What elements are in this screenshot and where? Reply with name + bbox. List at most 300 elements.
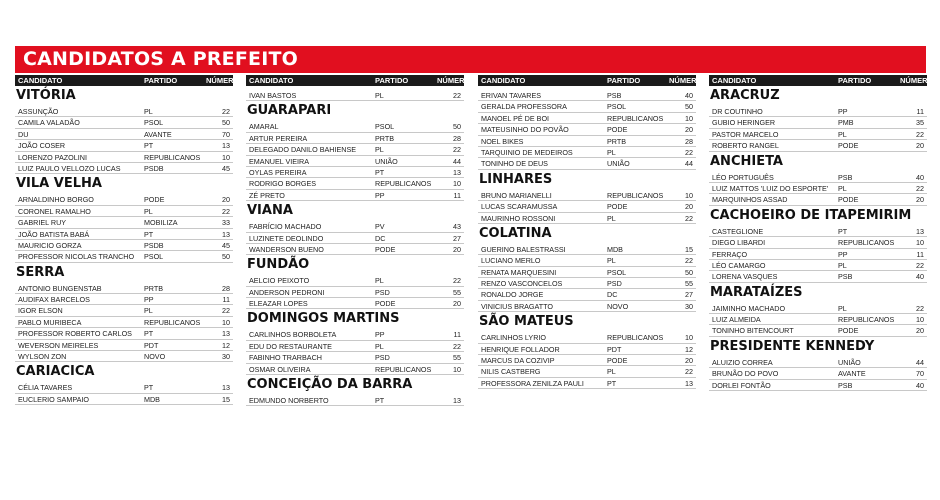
candidate-name: LUIZ PAULO VELLOZO LUCAS	[18, 163, 121, 173]
candidate-party: PT	[375, 167, 385, 177]
candidate-row	[709, 106, 927, 117]
city-section	[15, 362, 233, 405]
candidate-name: NILIS CASTBERG	[481, 367, 541, 377]
candidate-number: 10	[453, 179, 461, 189]
candidate-name: IGOR ELSON	[18, 306, 63, 316]
candidate-row	[478, 244, 696, 255]
candidate-party: PL	[375, 145, 384, 155]
candidate-number: 15	[685, 244, 693, 254]
candidate-name: PABLO MURIBECA	[18, 317, 82, 327]
candidate-row	[246, 244, 464, 255]
header-party: PARTIDO	[607, 76, 641, 85]
city-heading: CACHOEIRO DE ITAPEMIRIM	[710, 207, 912, 223]
header-number: NÚMERO	[206, 76, 240, 85]
candidate-name: RENZO VASCONCELOS	[481, 279, 563, 289]
city-section	[246, 86, 464, 101]
candidate-row	[709, 226, 927, 237]
candidate-row	[15, 317, 233, 328]
city-heading: LINHARES	[479, 171, 553, 187]
candidate-row	[709, 194, 927, 205]
candidate-party: PT	[144, 383, 154, 393]
header-candidate: CANDIDATO	[18, 76, 63, 85]
candidate-row	[246, 90, 464, 101]
candidate-party: PL	[375, 276, 384, 286]
header-number: NÚMERO	[900, 76, 934, 85]
candidate-name: GERALDA PROFESSORA	[481, 102, 567, 112]
candidate-row	[478, 101, 696, 112]
candidate-number: 45	[222, 163, 230, 173]
candidate-party: PSB	[607, 91, 622, 100]
candidate-number: 10	[916, 315, 924, 325]
candidate-number: 44	[453, 156, 461, 166]
candidate-name: PROFESSOR ROBERTO CARLOS	[18, 329, 132, 339]
candidate-name: LUCAS SCARAMUSSA	[481, 202, 558, 212]
candidate-number: 11	[453, 190, 461, 200]
candidate-row	[709, 325, 927, 336]
candidate-name: ANTONIO BUNGENSTAB	[18, 283, 102, 293]
candidate-name: GUERINO BALESTRASSI	[481, 244, 566, 254]
candidate-party: PODE	[375, 299, 396, 309]
candidate-number: 13	[916, 226, 924, 236]
candidate-party: REPUBLICANOS	[607, 113, 664, 123]
candidate-name: CARLINHOS LYRIO	[481, 333, 546, 343]
candidate-row	[478, 113, 696, 124]
candidate-number: 22	[453, 91, 461, 100]
candidate-party: UNIÃO	[375, 156, 398, 166]
candidate-name: ROBERTO RANGEL	[712, 141, 779, 151]
candidate-number: 13	[222, 229, 230, 239]
candidate-row	[709, 249, 927, 260]
city-section	[478, 170, 696, 224]
city-heading: PRESIDENTE KENNEDY	[710, 338, 875, 354]
candidate-party: PRTB	[607, 136, 627, 146]
candidate-row	[709, 303, 927, 314]
city-section	[246, 309, 464, 375]
candidate-name: BRUNÃO DO POVO	[712, 369, 779, 379]
candidate-number: 70	[222, 129, 230, 139]
candidate-party: MOBILIZA	[144, 218, 178, 228]
candidate-number: 22	[916, 129, 924, 139]
page-title: CANDIDATOS A PREFEITO	[15, 46, 926, 73]
candidate-number: 20	[685, 202, 693, 212]
candidate-party: PODE	[144, 195, 165, 205]
candidate-number: 11	[222, 295, 230, 305]
candidate-number: 27	[685, 290, 693, 300]
candidate-row	[478, 147, 696, 158]
candidate-party: REPUBLICANOS	[144, 317, 201, 327]
candidate-name: ARTUR PEREIRA	[249, 133, 308, 143]
candidate-party: REPUBLICANOS	[607, 190, 664, 200]
candidate-number: 22	[453, 145, 461, 155]
candidate-number: 28	[685, 136, 693, 146]
candidate-number: 12	[685, 344, 693, 354]
candidate-party: PP	[144, 295, 154, 305]
candidate-party: PODE	[838, 195, 859, 205]
candidate-party: PODE	[607, 202, 628, 212]
candidate-name: AMARAL	[249, 122, 279, 132]
candidate-name: LUCIANO MERLO	[481, 256, 541, 266]
candidate-party: AVANTE	[838, 369, 866, 379]
candidate-row	[709, 271, 927, 282]
column-3	[478, 75, 703, 460]
candidate-number: 55	[453, 353, 461, 363]
candidate-row	[15, 217, 233, 228]
candidate-party: PDT	[607, 344, 622, 354]
candidate-name: ELEAZAR LOPES	[249, 299, 308, 309]
candidate-number: 35	[916, 118, 924, 128]
candidate-number: 44	[685, 159, 693, 169]
candidate-number: 50	[453, 122, 461, 132]
city-heading: FUNDÃO	[247, 257, 310, 273]
header-party: PARTIDO	[375, 76, 409, 85]
city-section	[15, 86, 233, 174]
candidate-name: CASTEGLIONE	[712, 226, 764, 236]
candidate-name: GUBIO HERINGER	[712, 118, 776, 128]
candidate-party: DC	[375, 233, 386, 243]
candidate-name: AUDIFAX BARCELOS	[18, 295, 90, 305]
header-candidate: CANDIDATO	[249, 76, 294, 85]
city-heading: SÃO MATEUS	[479, 314, 574, 330]
candidate-party: PODE	[838, 141, 859, 151]
candidate-name: MARCUS DA COZIVIP	[481, 356, 555, 366]
candidate-row	[246, 121, 464, 132]
candidate-name: LÉO CAMARGO	[712, 260, 766, 270]
candidate-party: PODE	[607, 356, 628, 366]
candidate-number: 43	[453, 222, 461, 232]
candidate-row	[15, 328, 233, 339]
candidate-number: 22	[685, 256, 693, 266]
city-heading: VILA VELHA	[16, 176, 102, 192]
candidate-name: MANOEL PÉ DE BOI	[481, 113, 550, 123]
city-heading: DOMINGOS MARTINS	[247, 311, 400, 327]
candidate-number: 40	[916, 380, 924, 390]
candidate-name: PASTOR MARCELO	[712, 129, 779, 139]
candidate-number: 55	[685, 279, 693, 289]
city-heading: VIANA	[247, 203, 293, 219]
candidate-name: TONINHO DE DEUS	[481, 159, 548, 169]
candidate-name: CAMILA VALADÃO	[18, 118, 80, 128]
candidate-number: 20	[916, 195, 924, 205]
candidate-number: 20	[222, 195, 230, 205]
candidate-party: PT	[838, 226, 848, 236]
candidate-party: PL	[607, 213, 616, 223]
candidate-party: MDB	[144, 394, 160, 404]
candidate-row	[15, 163, 233, 174]
candidate-name: ERIVAN TAVARES	[481, 91, 542, 100]
candidate-party: PT	[375, 396, 385, 406]
candidate-number: 40	[916, 272, 924, 282]
candidate-party: PV	[375, 222, 385, 232]
candidate-party: PSDB	[144, 163, 164, 173]
candidate-name: LORENA VASQUES	[712, 272, 778, 282]
candidate-number: 10	[453, 364, 461, 374]
candidate-number: 13	[222, 329, 230, 339]
candidate-name: JOÃO BATISTA BABÁ	[18, 229, 90, 239]
candidate-party: PDT	[144, 340, 159, 350]
candidate-name: WYLSON ZON	[18, 352, 67, 362]
candidate-party: PSB	[838, 380, 853, 390]
candidate-party: PSOL	[375, 122, 395, 132]
candidate-party: REPUBLICANOS	[375, 179, 432, 189]
candidate-name: DU	[18, 129, 29, 139]
candidate-row	[709, 237, 927, 248]
city-section	[709, 337, 927, 391]
candidate-row	[246, 156, 464, 167]
candidate-name: MAURICIO GORZA	[18, 240, 82, 250]
candidate-name: PROFESSOR NICOLAS TRANCHO	[18, 252, 135, 262]
city-heading: GUARAPARI	[247, 103, 332, 119]
candidate-party: PP	[375, 330, 385, 340]
candidate-row	[15, 106, 233, 117]
candidate-number: 10	[222, 152, 230, 162]
candidate-row	[246, 298, 464, 309]
candidate-number: 10	[222, 317, 230, 327]
candidate-number: 40	[685, 91, 693, 100]
candidate-name: DIEGO LIBARDI	[712, 238, 766, 248]
column-header	[709, 75, 934, 86]
candidate-row	[246, 352, 464, 363]
city-section	[15, 174, 233, 262]
header-party: PARTIDO	[838, 76, 872, 85]
candidate-number: 10	[916, 238, 924, 248]
candidate-row	[15, 117, 233, 128]
candidate-party: PL	[838, 129, 847, 139]
candidate-number: 20	[453, 299, 461, 309]
candidate-row	[478, 344, 696, 355]
candidate-row	[478, 213, 696, 224]
city-section	[478, 86, 696, 170]
candidate-row	[478, 278, 696, 289]
candidate-row	[246, 144, 464, 155]
candidate-number: 50	[222, 252, 230, 262]
city-section	[246, 255, 464, 309]
city-section	[478, 224, 696, 312]
candidate-row	[246, 190, 464, 201]
candidate-row	[478, 190, 696, 201]
candidate-party: PL	[144, 306, 153, 316]
candidate-row	[478, 124, 696, 135]
candidate-party: AVANTE	[144, 129, 172, 139]
candidate-party: PT	[144, 229, 154, 239]
candidate-party: REPUBLICANOS	[607, 333, 664, 343]
candidate-name: EMANUEL VIEIRA	[249, 156, 310, 166]
candidate-name: BRUNO MARIANELLI	[481, 190, 552, 200]
candidate-name: NOEL BIKES	[481, 136, 524, 146]
candidate-party: UNIÃO	[838, 357, 861, 367]
city-section	[246, 101, 464, 201]
candidate-party: PL	[607, 367, 616, 377]
candidate-party: PSD	[375, 353, 390, 363]
candidate-row	[478, 136, 696, 147]
candidate-party: REPUBLICANOS	[838, 315, 895, 325]
candidate-row	[246, 133, 464, 144]
candidate-row	[246, 395, 464, 406]
candidate-party: PRTB	[375, 133, 395, 143]
candidate-row	[478, 90, 696, 101]
city-section	[246, 201, 464, 255]
candidate-party: REPUBLICANOS	[838, 238, 895, 248]
candidate-number: 22	[222, 206, 230, 216]
candidate-name: RENATA MARQUESINI	[481, 267, 557, 277]
candidate-party: PSOL	[607, 267, 627, 277]
candidate-name: PROFESSORA ZENILZA PAULI	[481, 378, 584, 388]
candidate-row	[15, 251, 233, 262]
candidate-party: REPUBLICANOS	[375, 364, 432, 374]
candidate-row	[478, 355, 696, 366]
candidate-party: PL	[607, 147, 616, 157]
candidate-party: PP	[838, 107, 848, 116]
candidate-row	[15, 394, 233, 405]
candidate-row	[709, 314, 927, 325]
candidate-number: 30	[222, 352, 230, 362]
candidate-number: 50	[685, 102, 693, 112]
candidate-number: 12	[222, 340, 230, 350]
candidate-row	[478, 301, 696, 312]
candidate-row	[478, 201, 696, 212]
candidate-party: MDB	[607, 244, 623, 254]
candidate-number: 13	[685, 378, 693, 388]
candidate-name: EDU DO RESTAURANTE	[249, 341, 332, 351]
candidate-party: PL	[144, 206, 153, 216]
candidate-party: PSD	[607, 279, 622, 289]
city-section	[709, 206, 927, 283]
candidate-number: 13	[222, 383, 230, 393]
candidate-row	[15, 305, 233, 316]
candidate-row	[709, 380, 927, 391]
candidate-row	[709, 183, 927, 194]
candidate-number: 10	[685, 113, 693, 123]
candidate-name: ALUIZIO CORREA	[712, 357, 773, 367]
candidate-name: RONALDO JORGE	[481, 290, 544, 300]
candidate-number: 45	[222, 240, 230, 250]
candidate-party: PODE	[375, 244, 396, 254]
candidate-name: OSMAR OLIVEIRA	[249, 364, 311, 374]
column-4	[709, 75, 934, 460]
candidate-row	[478, 289, 696, 300]
candidate-row	[15, 229, 233, 240]
candidate-number: 30	[685, 301, 693, 311]
candidate-row	[709, 368, 927, 379]
candidate-number: 11	[453, 330, 461, 340]
candidate-name: RODRIGO BORGES	[249, 179, 317, 189]
city-heading: ARACRUZ	[710, 88, 780, 103]
candidate-row	[246, 364, 464, 375]
candidate-row	[709, 357, 927, 368]
candidate-row	[709, 260, 927, 271]
candidate-party: PODE	[607, 125, 628, 135]
candidate-number: 20	[916, 326, 924, 336]
candidate-number: 33	[222, 218, 230, 228]
candidate-party: PL	[838, 260, 847, 270]
column-1	[15, 75, 240, 460]
candidate-row	[15, 206, 233, 217]
candidate-name: LUIZ MATTOS 'LUIZ DO ESPORTE'	[712, 183, 829, 193]
candidate-number: 40	[916, 172, 924, 182]
candidate-party: PMB	[838, 118, 854, 128]
candidate-party: PSD	[375, 287, 390, 297]
candidate-name: FABINHO TRARBACH	[249, 353, 322, 363]
candidate-party: PL	[607, 256, 616, 266]
candidate-name: WEVERSON MEIRELES	[18, 340, 99, 350]
candidate-row	[15, 351, 233, 362]
candidate-name: AELCIO PEIXOTO	[249, 276, 310, 286]
candidate-party: UNIÃO	[607, 159, 630, 169]
city-heading: SERRA	[16, 264, 65, 280]
candidate-row	[709, 117, 927, 128]
city-heading: CARIACICA	[16, 364, 95, 380]
candidate-row	[15, 382, 233, 393]
candidate-name: EUCLERIO SAMPAIO	[18, 394, 89, 404]
candidate-party: PL	[375, 91, 384, 100]
candidate-row	[246, 275, 464, 286]
candidate-party: PT	[144, 141, 154, 151]
candidate-number: 11	[916, 107, 924, 116]
candidate-party: PSOL	[607, 102, 627, 112]
candidate-row	[15, 129, 233, 140]
candidate-row	[15, 340, 233, 351]
city-section	[15, 263, 233, 363]
column-header	[15, 75, 240, 86]
column-header	[246, 75, 471, 86]
candidate-name: WANDERSON BUENO	[249, 244, 324, 254]
candidate-row	[15, 294, 233, 305]
candidate-row	[15, 283, 233, 294]
candidate-name: DELEGADO DANILO BAHIENSE	[249, 145, 357, 155]
city-section	[709, 283, 927, 337]
candidate-name: CÉLIA TAVARES	[18, 383, 73, 393]
candidate-number: 28	[453, 133, 461, 143]
candidate-name: FERRAÇO	[712, 249, 748, 259]
candidate-name: FABRÍCIO MACHADO	[249, 222, 322, 232]
candidate-name: IVAN BASTOS	[249, 91, 297, 100]
candidate-name: GABRIEL RUY	[18, 218, 67, 228]
candidate-number: 27	[453, 233, 461, 243]
header-number: NÚMERO	[669, 76, 703, 85]
candidate-row	[709, 140, 927, 151]
candidate-name: MAURINHO ROSSONI	[481, 213, 556, 223]
candidate-row	[15, 152, 233, 163]
candidate-row	[15, 194, 233, 205]
candidate-row	[246, 178, 464, 189]
candidate-number: 22	[685, 367, 693, 377]
candidate-name: VINICIUS BRAGATTO	[481, 301, 554, 311]
candidate-party: PP	[838, 249, 848, 259]
candidate-party: REPUBLICANOS	[144, 152, 201, 162]
candidate-number: 22	[222, 107, 230, 116]
candidate-name: LUIZ ALMEIDA	[712, 315, 761, 325]
candidate-row	[709, 172, 927, 183]
city-heading: ANCHIETA	[710, 153, 783, 169]
candidate-number: 13	[453, 167, 461, 177]
candidate-name: TONINHO BITENCOURT	[712, 326, 794, 336]
candidate-name: MARQUINHOS ASSAD	[712, 195, 788, 205]
candidate-number: 13	[453, 396, 461, 406]
city-section	[478, 312, 696, 389]
header-party: PARTIDO	[144, 76, 178, 85]
candidate-party: PL	[838, 303, 847, 313]
candidate-name: ASSUNÇÃO	[18, 107, 59, 116]
candidate-row	[246, 341, 464, 352]
candidate-name: LORENZO PAZOLINI	[18, 152, 87, 162]
candidate-row	[15, 140, 233, 151]
candidate-name: ANDERSON PEDRONI	[249, 287, 325, 297]
candidate-party: PL	[375, 341, 384, 351]
candidate-row	[709, 129, 927, 140]
candidate-party: PRTB	[144, 283, 164, 293]
candidate-number: 22	[453, 341, 461, 351]
city-section	[246, 375, 464, 406]
candidate-number: 13	[222, 141, 230, 151]
